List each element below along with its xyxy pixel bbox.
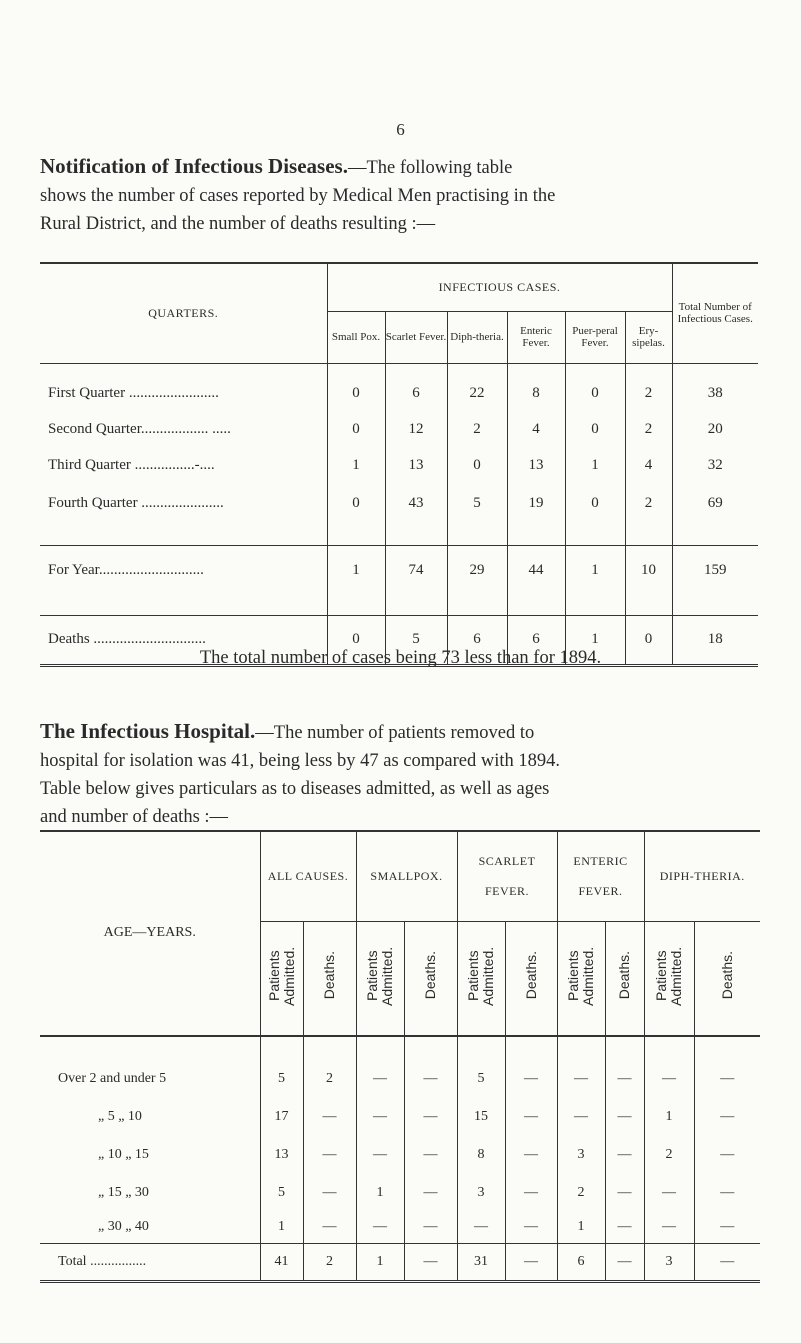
- sub-admitted: Patients Admitted.: [653, 945, 684, 1006]
- cell: 6: [557, 1244, 605, 1282]
- table-row: [40, 1136, 760, 1174]
- cell: 1: [644, 1098, 694, 1136]
- cell: 17: [260, 1098, 303, 1136]
- cell: —: [505, 1212, 557, 1244]
- group-all-causes: ALL CAUSES.: [260, 831, 356, 921]
- cell: 0: [565, 411, 625, 447]
- group-diphtheria: DIPH-THERIA.: [644, 831, 760, 921]
- infectious-cases-header: INFECTIOUS CASES.: [327, 263, 672, 311]
- col-erysipelas: Ery-sipelas.: [625, 311, 672, 363]
- cell: 13: [260, 1136, 303, 1174]
- cell: 20: [672, 411, 758, 447]
- cell: 6: [385, 375, 447, 411]
- table-row: [40, 1174, 760, 1212]
- cell: —: [605, 1244, 644, 1282]
- cell: 29: [447, 545, 507, 595]
- cell: —: [605, 1212, 644, 1244]
- cell: 12: [385, 411, 447, 447]
- infectious-cases-table: [40, 262, 758, 667]
- cell: 3: [457, 1174, 505, 1212]
- cell: —: [356, 1136, 404, 1174]
- cell: 44: [507, 545, 565, 595]
- cell: 2: [303, 1244, 356, 1282]
- cell: —: [694, 1174, 760, 1212]
- cell: 1: [327, 447, 385, 483]
- row-label: For Year............................: [48, 561, 204, 578]
- cell: 6: [507, 615, 565, 665]
- cell: 74: [385, 545, 447, 595]
- table-row: [40, 447, 758, 483]
- cell: 5: [260, 1060, 303, 1098]
- cell: —: [694, 1098, 760, 1136]
- group-enteric-fever: ENTERIC FEVER.: [557, 831, 644, 921]
- cell: —: [505, 1060, 557, 1098]
- cell: 2: [625, 411, 672, 447]
- cell: —: [505, 1244, 557, 1282]
- cell: —: [404, 1212, 457, 1244]
- year-row: [40, 545, 758, 595]
- cell: 1: [565, 615, 625, 665]
- cell: 10: [625, 545, 672, 595]
- cell: 0: [327, 411, 385, 447]
- cell: 0: [565, 375, 625, 411]
- page-number: 6: [396, 120, 405, 139]
- cell: 32: [672, 447, 758, 483]
- cell: 8: [507, 375, 565, 411]
- sub-admitted: Patients Admitted.: [364, 945, 395, 1006]
- cell: 13: [507, 447, 565, 483]
- intro-text-2: shows the number of cases reported by Medical Men practising in the: [40, 186, 556, 206]
- cell: —: [505, 1136, 557, 1174]
- row-label: Deaths ..............................: [48, 631, 206, 647]
- cell: 38: [672, 375, 758, 411]
- cell: —: [303, 1098, 356, 1136]
- group-scarlet-fever: SCARLET FEVER.: [457, 831, 557, 921]
- cell: 2: [447, 411, 507, 447]
- sub-deaths: Deaths.: [321, 951, 337, 1000]
- cell: 0: [327, 615, 385, 665]
- hospital-text-1: —The number of patients removed to: [255, 723, 535, 743]
- row-label: Third Quarter ................-....: [48, 456, 215, 473]
- col-diphtheria: Diph-theria.: [447, 311, 507, 363]
- cell: 0: [565, 483, 625, 523]
- cell: 4: [625, 447, 672, 483]
- cell: 15: [457, 1098, 505, 1136]
- age-header: AGE—YEARS.: [103, 925, 196, 941]
- cell: 1: [557, 1212, 605, 1244]
- sub-deaths: Deaths.: [522, 951, 539, 1000]
- cell: 31: [457, 1244, 505, 1282]
- cell: 1: [356, 1244, 404, 1282]
- cell: —: [505, 1098, 557, 1136]
- row-label: Second Quarter.................. .....: [48, 420, 231, 437]
- cell: —: [644, 1174, 694, 1212]
- cell: —: [404, 1060, 457, 1098]
- sub-admitted: Patients Admitted.: [465, 945, 496, 1006]
- row-label: „ 15 „ 30: [98, 1184, 149, 1200]
- cell: —: [505, 1174, 557, 1212]
- table-row: [40, 483, 758, 523]
- cell: 2: [557, 1174, 605, 1212]
- cell: —: [694, 1136, 760, 1174]
- cell: 18: [672, 615, 758, 665]
- hospital-heading: The Infectious Hospital.: [40, 719, 256, 743]
- row-label: First Quarter ........................: [48, 384, 219, 401]
- cell: 3: [644, 1244, 694, 1282]
- table-row: [40, 375, 758, 411]
- hospital-text-3: Table below gives particulars as to diseases admitted, as well as ages: [40, 779, 550, 799]
- col-puerperal-fever: Puer-peral Fever.: [565, 311, 625, 363]
- sub-admitted: Patients Admitted.: [265, 945, 297, 1006]
- row-label: „ 5 „ 10: [98, 1108, 142, 1124]
- cell: —: [457, 1212, 505, 1244]
- cell: —: [644, 1060, 694, 1098]
- cell: 43: [385, 483, 447, 523]
- cell: 1: [565, 545, 625, 595]
- notification-heading: Notification of Infectious Diseases.: [40, 154, 348, 178]
- cell: —: [356, 1060, 404, 1098]
- intro-text-1: —The following table: [347, 158, 513, 178]
- cell: 1: [260, 1212, 303, 1244]
- cell: 3: [557, 1136, 605, 1174]
- cell: 6: [447, 615, 507, 665]
- table-row: [40, 1060, 760, 1098]
- row-label: Total ................: [40, 1244, 260, 1282]
- cell: —: [694, 1060, 760, 1098]
- total-cases-header: Total Number of Infectious Cases.: [672, 263, 758, 363]
- total-note: The total number of cases being 73 less than for 1894.: [199, 648, 602, 668]
- cell: —: [303, 1136, 356, 1174]
- cell: 2: [303, 1060, 356, 1098]
- cell: 2: [625, 375, 672, 411]
- row-label: „ 30 „ 40: [98, 1219, 149, 1235]
- cell: 5: [260, 1174, 303, 1212]
- cell: 41: [260, 1244, 303, 1282]
- cell: —: [404, 1136, 457, 1174]
- cell: —: [303, 1212, 356, 1244]
- col-small-pox: Small Pox.: [327, 311, 385, 363]
- cell: —: [404, 1174, 457, 1212]
- cell: 8: [457, 1136, 505, 1174]
- cell: 0: [625, 615, 672, 665]
- cell: 5: [447, 483, 507, 523]
- cell: 2: [644, 1136, 694, 1174]
- cell: —: [605, 1136, 644, 1174]
- group-smallpox: SMALLPOX.: [356, 831, 457, 921]
- hospital-text-2: hospital for isolation was 41, being less by 47 as compared with 1894.: [40, 751, 560, 771]
- sub-deaths: Deaths.: [616, 951, 632, 1000]
- col-enteric-fever: Enteric Fever.: [507, 311, 565, 363]
- cell: —: [356, 1098, 404, 1136]
- cell: —: [356, 1212, 404, 1244]
- cell: 19: [507, 483, 565, 523]
- cell: 0: [447, 447, 507, 483]
- cell: —: [644, 1212, 694, 1244]
- quarters-header: QUARTERS.: [148, 305, 219, 320]
- table-row: [40, 411, 758, 447]
- cell: 13: [385, 447, 447, 483]
- hospital-admissions-table: [40, 830, 760, 1283]
- cell: —: [303, 1174, 356, 1212]
- row-label: Fourth Quarter ......................: [48, 494, 224, 511]
- cell: 1: [565, 447, 625, 483]
- cell: —: [404, 1244, 457, 1282]
- cell: —: [694, 1212, 760, 1244]
- cell: 5: [457, 1060, 505, 1098]
- cell: 1: [356, 1174, 404, 1212]
- cell: 1: [327, 545, 385, 595]
- cell: 2: [625, 483, 672, 523]
- cell: 5: [385, 615, 447, 665]
- hospital-text-4: and number of deaths :—: [40, 807, 229, 827]
- col-scarlet-fever: Scarlet Fever.: [385, 311, 447, 363]
- cell: 159: [672, 545, 758, 595]
- total-row: [40, 1244, 760, 1282]
- intro-text-3: Rural District, and the number of deaths resulting :—: [40, 214, 436, 234]
- table-row: [40, 1098, 760, 1136]
- cell: 69: [672, 483, 758, 523]
- row-label: Over 2 and under 5: [58, 1070, 167, 1086]
- sub-admitted: Patients Admitted.: [565, 945, 596, 1006]
- cell: 0: [327, 375, 385, 411]
- cell: 22: [447, 375, 507, 411]
- hospital-paragraph: [40, 717, 765, 831]
- sub-deaths: Deaths.: [718, 951, 735, 1000]
- cell: —: [694, 1244, 760, 1282]
- cell: —: [605, 1098, 644, 1136]
- row-label: „ 10 „ 15: [98, 1146, 149, 1162]
- intro-paragraph: [40, 152, 765, 238]
- cell: —: [605, 1174, 644, 1212]
- cell: —: [605, 1060, 644, 1098]
- cell: 0: [327, 483, 385, 523]
- cell: —: [557, 1098, 605, 1136]
- sub-deaths: Deaths.: [422, 951, 438, 1000]
- cell: —: [404, 1098, 457, 1136]
- table-row: [40, 1212, 760, 1244]
- cell: 4: [507, 411, 565, 447]
- cell: —: [557, 1060, 605, 1098]
